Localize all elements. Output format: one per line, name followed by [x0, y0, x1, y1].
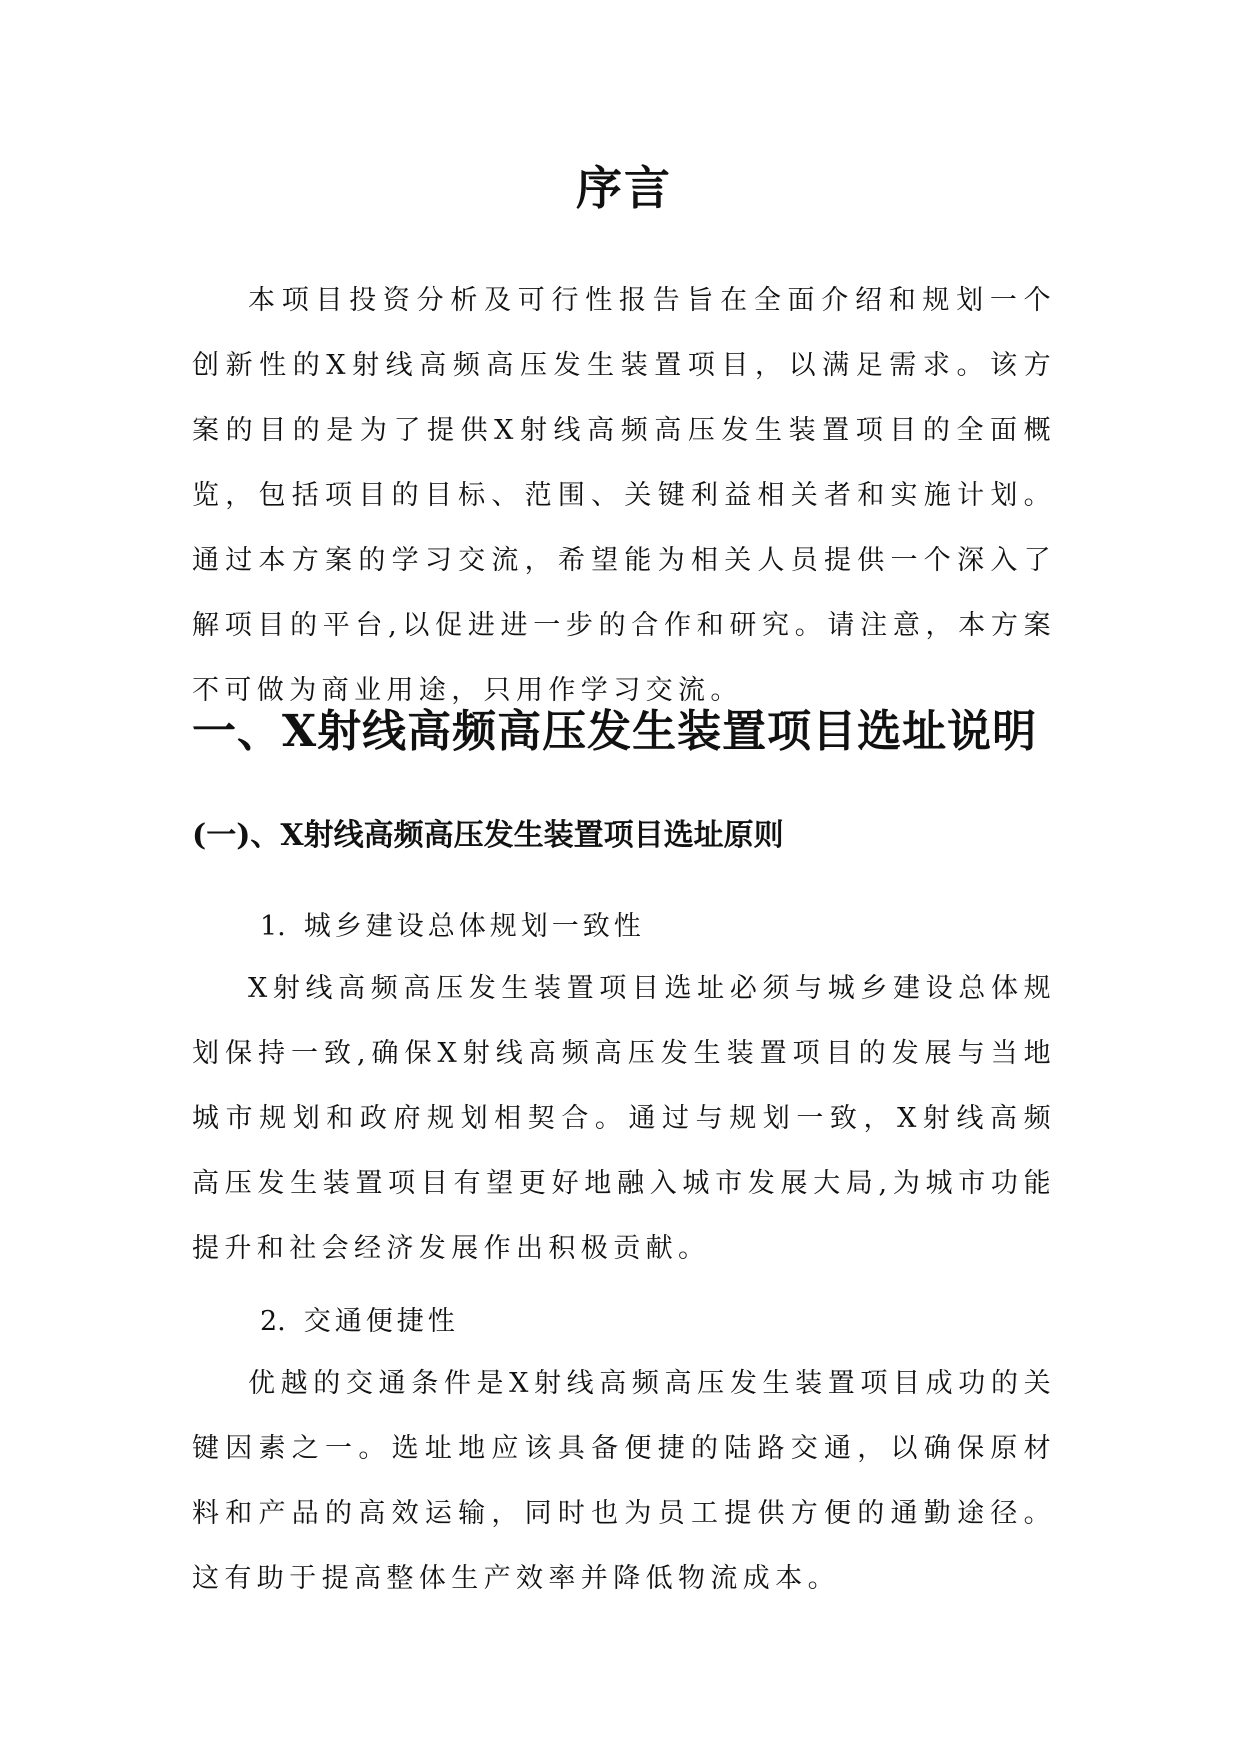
list-item-number: 1. [260, 911, 286, 942]
list-item-heading [260, 1298, 459, 1346]
list-item-heading [260, 903, 645, 951]
list-item-title: 交通便捷性 [303, 1306, 459, 1337]
body-paragraph: 优越的交通条件是X射线高频高压发生装置项目成功的关键因素之一。选址地应该具备便捷的陆路交通，以确保原材料和产品的高效运输，同时也为员工提供方便的通勤途径。这有助于提高整体生产效率并降低物流成本。 [192, 1368, 1056, 1594]
list-item-number: 2. [260, 1306, 286, 1337]
section-heading: 一、X射线高频高压发生装置项目选址说明 [192, 706, 1038, 757]
body-paragraph: X射线高频高压发生装置项目选址必须与城乡建设总体规划保持一致,确保X射线高频高压发生装置项目的发展与当地城市规划和政府规划相契合。通过与规划一致，X射线高频高压发生装置项目有望更好地融入城市发展大局,为城市功能提升和社会经济发展作出积极贡献。 [192, 973, 1056, 1264]
preface-paragraph: 本项目投资分析及可行性报告旨在全面介绍和规划一个创新性的X射线高频高压发生装置项目，以满足需求。该方案的目的是为了提供X射线高频高压发生装置项目的全面概览，包括项目的目标、范围、关键利益相关者和实施计划。通过本方案的学习交流，希望能为相关人员提供一个深入了解项目的平台,以促进进一步的合作和研究。请注意，本方案不可做为商业用途，只用作学习交流。 [192, 285, 1056, 706]
preface-title: 序言 [576, 161, 672, 215]
list-item-title: 城乡建设总体规划一致性 [303, 911, 645, 942]
subsection-heading: (一)、X射线高频高压发生装置项目选址原则 [192, 818, 784, 853]
